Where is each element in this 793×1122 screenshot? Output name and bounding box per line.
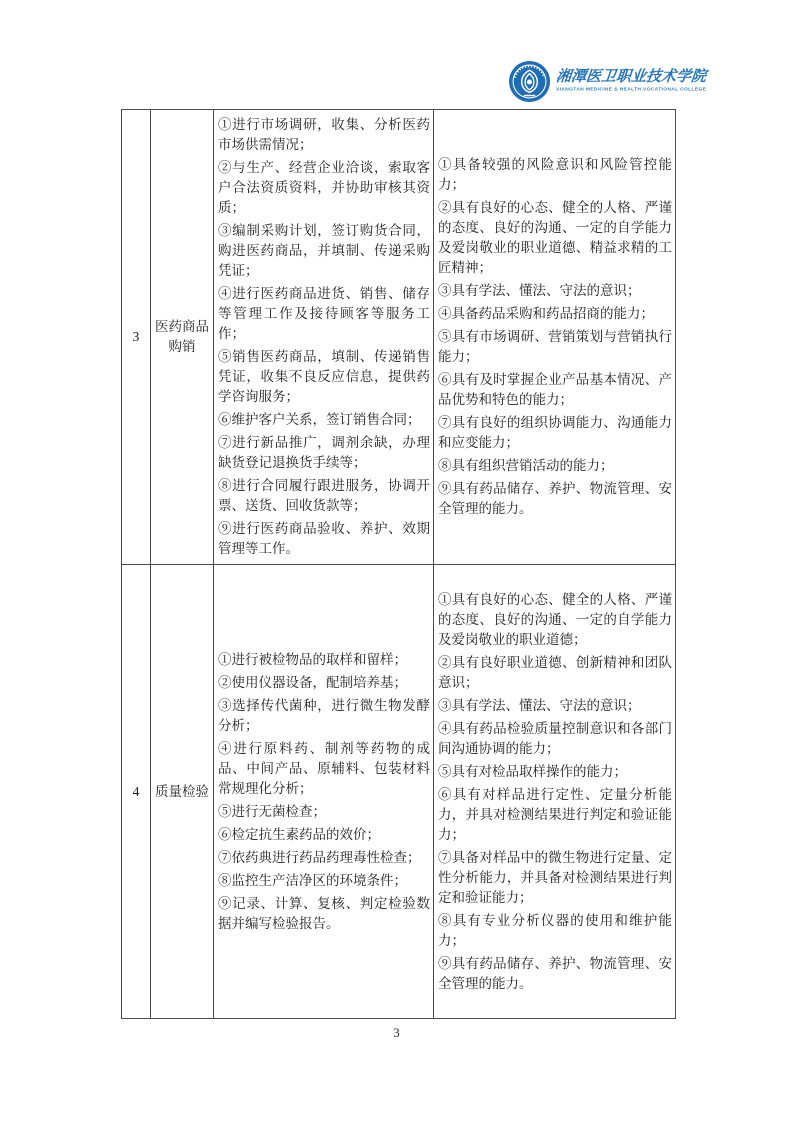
duties-cell bbox=[214, 110, 434, 565]
list-item: ⑥具有及时掌握企业产品基本情况、产品优势和特色的能力； bbox=[438, 372, 672, 407]
list-item: ⑥维护客户关系，签订销售合同； bbox=[218, 412, 421, 427]
list-item: ⑦具备对样品中的微生物进行定量、定性分析能力，并具备对检测结果进行判定和验证能力； bbox=[438, 849, 672, 905]
list-item: ⑥检定抗生素药品的效价； bbox=[218, 826, 380, 842]
list-item: ⑤具有市场调研、营销策划与营销执行能力； bbox=[438, 329, 672, 364]
college-emblem-icon bbox=[508, 60, 551, 103]
list-item: ②具有良好职业道德、创新精神和团队意识； bbox=[438, 654, 672, 690]
table-row-quality-inspection bbox=[122, 565, 676, 1019]
list-item: ①进行被检物品的取样和留样； bbox=[218, 651, 407, 667]
list-item: ③编制采购计划，签订购货合同，购进医药商品，并填制、传递采购凭证； bbox=[218, 223, 430, 278]
list-item: ⑧具有专业分析仪器的使用和维护能力； bbox=[438, 912, 672, 948]
list-item: ⑨记录、计算、复核、判定检验数据并编写检验报告。 bbox=[218, 895, 430, 931]
page-number: 3 bbox=[393, 1026, 400, 1040]
list-item: ⑧进行合同履行跟进服务，协调开票、送货、回收货款等； bbox=[218, 478, 430, 513]
table-row-pharma-sales bbox=[122, 110, 676, 565]
list-item: ③选择传代菌种，进行微生物发酵分析； bbox=[218, 697, 430, 733]
list-item: ③具有学法、懂法、守法的意识； bbox=[438, 283, 641, 298]
list-item: ⑤进行无菌检查； bbox=[218, 803, 326, 819]
college-name-english: XIANGTAN MEDICINE & HEALTH VOCATIONAL COLLEGE bbox=[556, 85, 707, 92]
page-footer bbox=[0, 1026, 793, 1041]
list-item: ⑦具有良好的组织协调能力、沟通能力和应变能力； bbox=[438, 415, 672, 450]
duties-cell bbox=[214, 565, 434, 1019]
list-item: ②使用仪器设备，配制培养基； bbox=[218, 674, 407, 690]
college-name-block bbox=[556, 69, 793, 95]
list-item: ⑦进行新品推广，调剂余缺，办理缺货登记退换货手续等； bbox=[218, 435, 430, 470]
list-item: ⑨具有药品储存、养护、物流管理、安全管理的能力。 bbox=[438, 481, 672, 516]
list-item: ②具有良好的心态、健全的人格、严谨的态度、良好的沟通、一定的自学能力及爱岗敬业的职业道德、精益求精的工匠精神； bbox=[438, 200, 672, 275]
list-item: ①具有良好的心态、健全的人格、严谨的态度、良好的沟通、一定的自学能力及爱岗敬业的职业道德； bbox=[438, 591, 672, 647]
abilities-cell bbox=[434, 565, 676, 1019]
college-name-chinese: 湘潭医卫职业技术学院 bbox=[555, 68, 707, 85]
list-item: ③具有学法、懂法、守法的意识； bbox=[438, 697, 641, 713]
row-number: 3 bbox=[122, 110, 151, 565]
job-category: 医药商品购销 bbox=[151, 110, 214, 565]
list-item: ④进行原料药、制剂等药物的成品、中间产品、原辅料、包装材料常规理化分析； bbox=[218, 740, 430, 796]
list-item: ②与生产、经营企业洽谈，索取客户合法资质资料，并协助审核其资质； bbox=[218, 160, 430, 215]
list-item: ④具有药品检验质量控制意识和各部门间沟通协调的能力； bbox=[438, 720, 672, 756]
list-item: ①进行市场调研，收集、分析医药市场供需情况； bbox=[218, 117, 430, 152]
list-item: ⑦依药典进行药品药理毒性检查； bbox=[218, 849, 421, 865]
duties-abilities-table bbox=[121, 109, 676, 1019]
list-item: ⑧具有组织营销活动的能力； bbox=[438, 458, 614, 473]
row-number: 4 bbox=[122, 565, 151, 1019]
list-item: ④进行医药商品进货、销售、储存等管理工作及接待顾客等服务工作； bbox=[218, 286, 430, 341]
list-item: ⑨进行医药商品验收、养护、效期管理等工作。 bbox=[218, 521, 430, 556]
list-item: ⑧监控生产洁净区的环境条件； bbox=[218, 872, 407, 888]
list-item: ①具备较强的风险意识和风险管控能力； bbox=[438, 157, 672, 192]
list-item: ⑤具有对检品取样操作的能力； bbox=[438, 763, 627, 779]
list-item: ⑨具有药品储存、养护、物流管理、安全管理的能力。 bbox=[438, 955, 672, 991]
list-item: ⑤销售医药商品，填制、传递销售凭证，收集不良反应信息，提供药学咨询服务； bbox=[218, 349, 430, 404]
abilities-cell bbox=[434, 110, 676, 565]
job-category: 质量检验 bbox=[151, 565, 214, 1019]
list-item: ④具备药品采购和药品招商的能力； bbox=[438, 306, 654, 321]
list-item: ⑥具有对样品进行定性、定量分析能力，并具对检测结果进行判定和验证能力； bbox=[438, 786, 672, 842]
page-header bbox=[508, 60, 793, 103]
